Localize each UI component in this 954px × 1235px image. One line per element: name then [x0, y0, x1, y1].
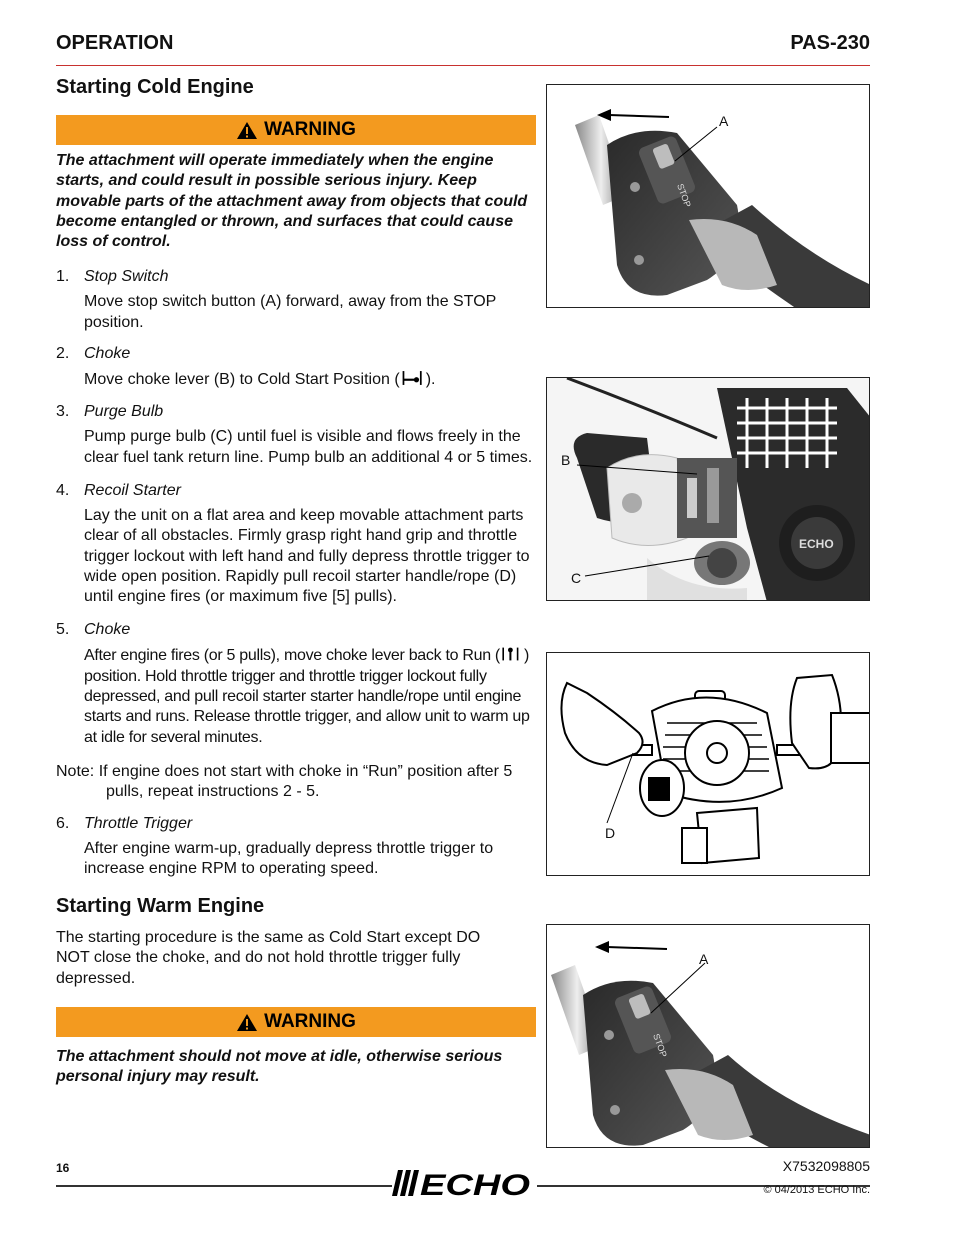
engine-brand: ECHO — [799, 537, 834, 551]
step-header: 5. Choke — [56, 621, 131, 639]
callout-c: C — [571, 570, 582, 586]
model-name: PAS-230 — [790, 32, 870, 54]
cold-start-heading: Starting Cold Engine — [56, 76, 254, 98]
step-header: 2. Choke — [56, 345, 131, 363]
logo-text: ECHO — [420, 1169, 530, 1200]
figure-stop-switch — [546, 84, 870, 308]
step-body: Move choke lever (B) to Cold Start Position ( ). — [84, 371, 436, 389]
callout-a: A — [719, 113, 729, 129]
step-body: Lay the unit on a flat area and keep movable attachment parts clear of all obstacles. Firmly grasp right hand grip and throttle trigger lockout with left hand and fully depress throttle trigger to wide open position. Rapidly pull recoil starter handle/rope (D) until engine fires (or maximum five [5] pulls). — [84, 506, 530, 606]
figure-stop-switch-warm — [546, 924, 870, 1148]
step-title: Choke — [84, 621, 131, 639]
callout-d: D — [605, 825, 616, 841]
page-number: 16 — [56, 1161, 70, 1175]
step-body: After engine warm-up, gradually depress throttle trigger to increase engine RPM to operating speed. — [84, 839, 494, 877]
warning-label: WARNING — [264, 1011, 356, 1033]
step-title: Throttle Trigger — [84, 814, 193, 832]
step-title: Recoil Starter — [84, 481, 181, 499]
figure-recoil-starter — [546, 652, 870, 876]
step-title: Stop Switch — [84, 268, 169, 286]
step-header: 4. Recoil Starter — [56, 481, 181, 499]
warning-triangle-icon — [236, 121, 258, 140]
recoil-starter-illustration — [547, 653, 870, 876]
warm-start-heading: Starting Warm Engine — [56, 895, 265, 918]
page-header — [56, 32, 870, 66]
section-title: OPERATION — [56, 32, 174, 54]
stop-label: STOP — [651, 1032, 669, 1059]
instructions-column — [56, 76, 536, 1104]
stop-label: STOP — [675, 182, 693, 209]
step-body: Move stop switch button (A) forward, away from the STOP position. — [84, 293, 497, 331]
warning-banner — [56, 115, 536, 145]
stop-switch-illustration — [547, 925, 870, 1148]
document-code: X7532098805 — [782, 1158, 870, 1174]
warm-start-text: The starting procedure is the same as Cold Start except DO NOT close the choke, and do not hold throttle trigger fully depressed. — [56, 929, 481, 987]
step-title: Choke — [84, 345, 131, 363]
step-title: Purge Bulb — [84, 403, 164, 421]
stop-switch-illustration — [547, 85, 870, 308]
step-body: Pump purge bulb (C) until fuel is visible and flows freely in the clear fuel tank return line. Pump bulb an additional 4 or 5 times. — [84, 428, 533, 466]
step-header: 3. Purge Bulb — [56, 403, 164, 421]
callout-b: B — [561, 452, 571, 468]
warning-text: The attachment will operate immediately when the engine starts, and could result in possible serious injury. Keep movable parts of the attachment away from objects that could become entangled or thrown, and surfaces that could cause loss of control. — [56, 152, 528, 251]
copyright: © 04/2013 ECHO Inc. — [763, 1184, 870, 1196]
echo-logo — [392, 1166, 537, 1200]
step-header: 1. Stop Switch — [56, 268, 169, 286]
engine-illustration — [547, 378, 870, 601]
step-header: 6. Throttle Trigger — [56, 814, 193, 832]
warning-banner — [56, 1007, 536, 1037]
note-text: Note: If engine does not start with choke in “Run” position after 5 pulls, repeat instructions 2 - 5. — [56, 762, 513, 801]
step-body: After engine fires (or 5 pulls), move choke lever back to Run ( ) position. Hold throttle trigger and throttle trigger lockout fully depressed, and pull recoil starter starter handle/rope until engine starts and runs. Release throttle trigger, and allow unit to warm up at idle for several minutes. — [84, 647, 530, 746]
callout-a: A — [699, 951, 709, 967]
choke-run-icon — [500, 645, 524, 663]
choke-cold-start-icon — [400, 369, 426, 387]
warning-triangle-icon — [236, 1013, 258, 1032]
figure-engine-choke — [546, 377, 870, 601]
footer-rule-left — [56, 1185, 392, 1187]
warning-text: The attachment should not move at idle, otherwise serious personal injury may result. — [56, 1048, 503, 1086]
warning-label: WARNING — [264, 119, 356, 140]
